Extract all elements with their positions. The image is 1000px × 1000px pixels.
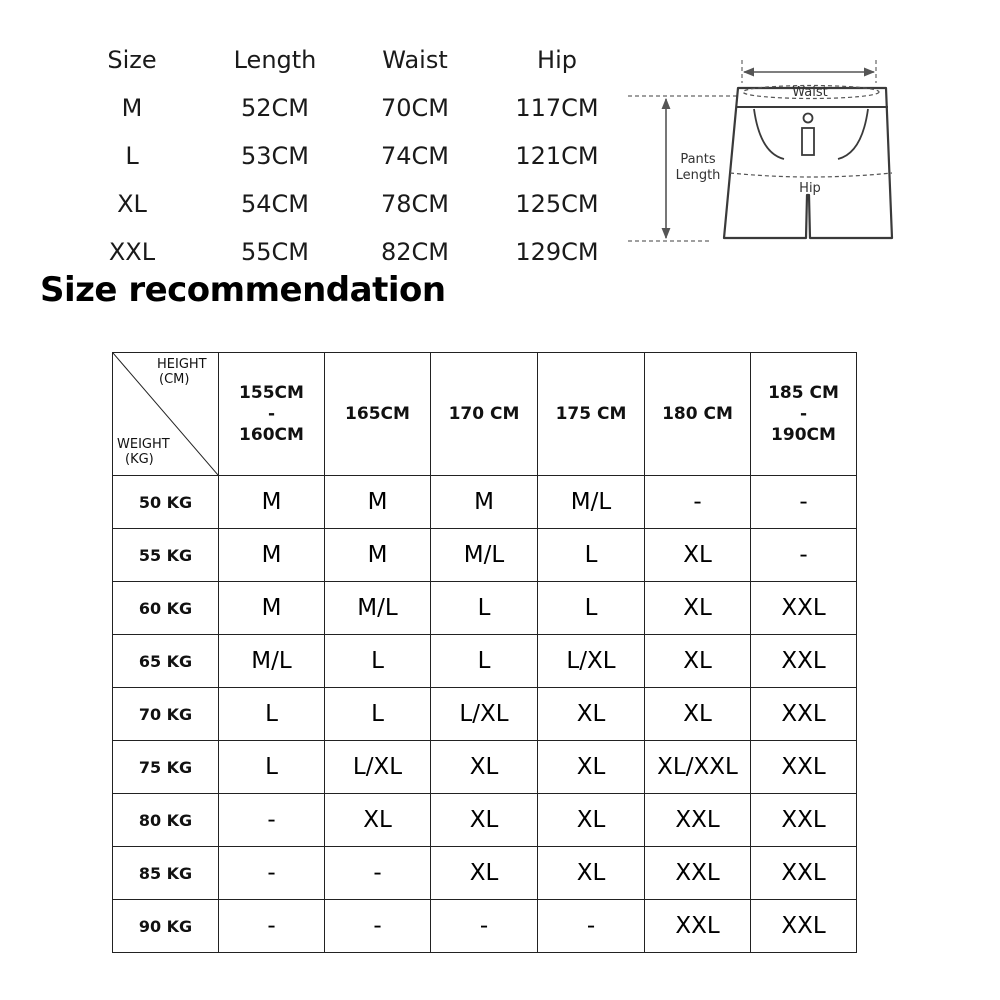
weight-cell: 75 KG (113, 741, 219, 794)
height-header-line: 175 CM (555, 403, 627, 424)
corner-weight-text: WEIGHT (117, 437, 170, 452)
size-cell: L (325, 635, 431, 688)
size-cell: XXL (645, 847, 751, 900)
table-row (113, 582, 857, 635)
size-cell: XL (538, 847, 645, 900)
size-chart-cell-length: 54CM (240, 190, 310, 218)
size-chart-cell-hip: 129CM (515, 238, 599, 266)
size-chart-cell-size: L (125, 142, 139, 170)
pants-diagram (620, 55, 920, 255)
size-chart-cell-size: XXL (108, 238, 156, 266)
size-chart-cell-waist: 70CM (380, 94, 450, 122)
pants-illustration (620, 55, 920, 255)
size-chart-cell-hip: 125CM (515, 190, 599, 218)
table-row (113, 794, 857, 847)
size-chart (60, 36, 640, 276)
size-cell: M/L (219, 635, 325, 688)
height-header-line: 160CM (239, 424, 304, 445)
size-cell: - (538, 900, 645, 953)
size-cell: XXL (751, 582, 857, 635)
size-cell: XL (325, 794, 431, 847)
size-chart-cell-waist: 74CM (380, 142, 450, 170)
weight-cell: 90 KG (113, 900, 219, 953)
size-cell: XL (645, 688, 751, 741)
size-cell: XL (645, 582, 751, 635)
size-cell: XXL (751, 635, 857, 688)
height-header-line: 155CM (239, 382, 304, 403)
size-cell: XXL (751, 741, 857, 794)
size-cell: L (431, 635, 538, 688)
size-cell: XXL (645, 900, 751, 953)
size-cell: L (219, 741, 325, 794)
hip-label: Hip (799, 181, 821, 196)
size-cell: - (431, 900, 538, 953)
size-cell: M/L (325, 582, 431, 635)
table-row (113, 476, 857, 529)
size-cell: - (219, 794, 325, 847)
table-row (113, 635, 857, 688)
height-header-line: 170 CM (448, 403, 520, 424)
size-cell: XXL (751, 900, 857, 953)
size-cell: - (751, 529, 857, 582)
size-cell: XL (645, 529, 751, 582)
size-cell: L/XL (325, 741, 431, 794)
size-chart-row (60, 132, 640, 180)
table-row (113, 741, 857, 794)
size-recommendation-title: Size recommendation (40, 270, 446, 310)
size-cell: XL (431, 794, 538, 847)
size-recommendation-table (112, 352, 857, 953)
size-cell: - (325, 900, 431, 953)
size-chart-header-length: Length (233, 46, 317, 74)
size-chart-header (60, 36, 640, 84)
height-header (538, 353, 645, 476)
size-cell: L (538, 529, 645, 582)
weight-cell: 85 KG (113, 847, 219, 900)
size-chart-row (60, 84, 640, 132)
table-header-row (113, 353, 857, 476)
height-header-line: 190CM (771, 424, 836, 445)
size-cell: XL (431, 847, 538, 900)
corner-height-unit: (CM) (159, 372, 190, 387)
table-row (113, 688, 857, 741)
size-cell: M (219, 529, 325, 582)
height-header-line: - (267, 403, 276, 424)
size-cell: XL (538, 794, 645, 847)
size-cell: - (645, 476, 751, 529)
size-cell: L/XL (538, 635, 645, 688)
size-cell: M (219, 582, 325, 635)
size-cell: L (538, 582, 645, 635)
size-cell: XL (431, 741, 538, 794)
size-chart-cell-waist: 82CM (380, 238, 450, 266)
size-cell: - (219, 900, 325, 953)
size-cell: - (751, 476, 857, 529)
height-header (431, 353, 538, 476)
height-header (325, 353, 431, 476)
size-cell: XL (538, 741, 645, 794)
size-chart-header-waist: Waist (382, 46, 448, 74)
size-cell: M (325, 529, 431, 582)
height-header (645, 353, 751, 476)
size-cell: XL/XXL (645, 741, 751, 794)
size-cell: XXL (751, 688, 857, 741)
corner-weight-label (117, 437, 170, 467)
size-cell: XXL (751, 794, 857, 847)
size-chart-cell-size: XL (117, 190, 147, 218)
size-cell: XXL (751, 847, 857, 900)
size-cell: M (325, 476, 431, 529)
weight-cell: 50 KG (113, 476, 219, 529)
size-cell: M (219, 476, 325, 529)
weight-cell: 70 KG (113, 688, 219, 741)
size-chart-cell-length: 52CM (240, 94, 310, 122)
size-cell: XL (645, 635, 751, 688)
size-chart-cell-length: 53CM (240, 142, 310, 170)
size-chart-cell-length: 55CM (240, 238, 310, 266)
corner-height-label (157, 357, 207, 387)
table-row (113, 847, 857, 900)
size-chart-cell-size: M (121, 94, 143, 122)
height-header-line: 180 CM (662, 403, 733, 424)
size-cell: XL (538, 688, 645, 741)
waist-label: Waist (792, 85, 828, 100)
size-cell: L/XL (431, 688, 538, 741)
table-corner-cell (113, 353, 219, 476)
weight-cell: 55 KG (113, 529, 219, 582)
size-chart-row (60, 228, 640, 276)
size-cell: M (431, 476, 538, 529)
size-chart-cell-hip: 121CM (515, 142, 599, 170)
size-cell: L (219, 688, 325, 741)
table-row (113, 900, 857, 953)
weight-cell: 60 KG (113, 582, 219, 635)
pants-length-label-line2: Length (675, 168, 721, 183)
size-cell: M/L (538, 476, 645, 529)
pants-length-label-line1: Pants (680, 152, 716, 167)
height-header-line: 185 CM (768, 382, 839, 403)
size-cell: M/L (431, 529, 538, 582)
height-header-line: - (799, 403, 808, 424)
size-chart-cell-waist: 78CM (380, 190, 450, 218)
size-chart-cell-hip: 117CM (515, 94, 599, 122)
size-chart-header-hip: Hip (537, 46, 577, 74)
weight-cell: 65 KG (113, 635, 219, 688)
size-cell: L (431, 582, 538, 635)
size-cell: - (325, 847, 431, 900)
size-cell: L (325, 688, 431, 741)
size-cell: XXL (645, 794, 751, 847)
size-chart-row (60, 180, 640, 228)
corner-weight-unit: (KG) (125, 452, 154, 467)
height-header (219, 353, 325, 476)
height-header (751, 353, 857, 476)
weight-cell: 80 KG (113, 794, 219, 847)
height-header-line: 165CM (345, 403, 410, 424)
size-cell: - (219, 847, 325, 900)
table-row (113, 529, 857, 582)
corner-height-text: HEIGHT (157, 357, 207, 372)
size-chart-header-size: Size (107, 46, 157, 74)
